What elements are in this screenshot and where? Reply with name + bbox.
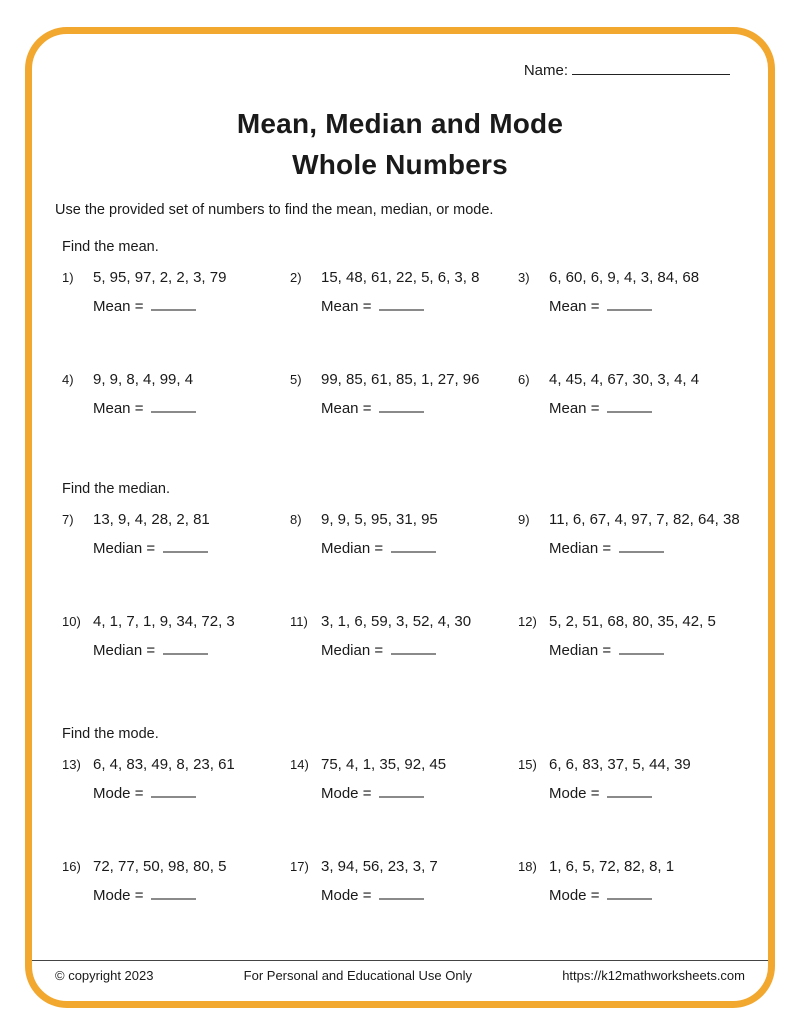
problem-number: 5) — [290, 372, 302, 387]
number-set: 6, 6, 83, 37, 5, 44, 39 — [549, 756, 691, 773]
answer-label: Median = — [93, 540, 156, 557]
answer-blank — [379, 885, 424, 900]
answer-label: Mean = — [321, 298, 372, 315]
answer-label: Mean = — [93, 298, 144, 315]
answer-blank — [619, 640, 664, 655]
answer-label: Mode = — [321, 887, 372, 904]
answer-blank — [391, 538, 436, 553]
answer-blank — [619, 538, 664, 553]
problem — [290, 756, 518, 802]
name-row — [55, 60, 745, 79]
number-set: 9, 9, 8, 4, 99, 4 — [93, 371, 194, 388]
number-set: 5, 95, 97, 2, 2, 3, 79 — [93, 269, 227, 286]
number-set: 9, 9, 5, 95, 31, 95 — [321, 511, 438, 528]
number-set: 5, 2, 51, 68, 80, 35, 42, 5 — [549, 613, 716, 630]
number-set: 6, 60, 6, 9, 4, 3, 84, 68 — [549, 269, 700, 286]
number-set: 72, 77, 50, 98, 80, 5 — [93, 858, 227, 875]
answer-label: Mean = — [549, 298, 600, 315]
problem-number: 10) — [62, 614, 81, 629]
number-set: 99, 85, 61, 85, 1, 27, 96 — [321, 371, 480, 388]
answer-label: Mode = — [93, 887, 144, 904]
answer-blank — [151, 885, 196, 900]
problem-number: 11) — [290, 614, 308, 629]
problem — [518, 371, 745, 417]
problem-number: 16) — [62, 859, 81, 874]
number-set: 6, 4, 83, 49, 8, 23, 61 — [93, 756, 235, 773]
name-blank — [572, 60, 730, 75]
number-set: 13, 9, 4, 28, 2, 81 — [93, 511, 210, 528]
answer-blank — [607, 783, 652, 798]
answer-label: Mean = — [321, 400, 372, 417]
problem-number: 9) — [518, 512, 530, 527]
footer-url: https://k12mathworksheets.com — [562, 968, 745, 983]
answer-label: Median = — [321, 642, 384, 659]
answer-blank — [607, 296, 652, 311]
answer-label: Mode = — [321, 785, 372, 802]
number-set: 1, 6, 5, 72, 82, 8, 1 — [549, 858, 675, 875]
number-set: 3, 94, 56, 23, 3, 7 — [321, 858, 438, 875]
problem-number: 15) — [518, 757, 537, 772]
section-heading-mode: Find the mode. — [62, 726, 159, 742]
problem-number: 7) — [62, 512, 74, 527]
name-label: Name: — [523, 62, 568, 79]
problem-row — [62, 511, 745, 557]
answer-blank — [607, 398, 652, 413]
footer-copyright: © copyright 2023 — [55, 968, 154, 983]
problem — [290, 613, 518, 659]
number-set: 4, 1, 7, 1, 9, 34, 72, 3 — [93, 613, 235, 630]
number-set: 75, 4, 1, 35, 92, 45 — [321, 756, 447, 773]
problem-row — [62, 613, 745, 659]
problem — [62, 371, 290, 417]
answer-blank — [151, 296, 196, 311]
footer-divider — [32, 960, 768, 961]
section-heading-median: Find the median. — [62, 481, 171, 497]
answer-label: Median = — [93, 642, 156, 659]
page-title — [55, 103, 745, 185]
number-set: 4, 45, 4, 67, 30, 3, 4, 4 — [549, 371, 700, 388]
problem — [62, 756, 290, 802]
problem-number: 2) — [290, 270, 302, 285]
answer-blank — [163, 640, 208, 655]
problem — [518, 613, 745, 659]
problem-number: 17) — [290, 859, 309, 874]
problem — [518, 756, 745, 802]
answer-label: Mode = — [549, 887, 600, 904]
number-set: 11, 6, 67, 4, 97, 7, 82, 64, 38 — [549, 511, 740, 528]
title-line-1: Mean, Median and Mode — [236, 108, 564, 139]
answer-label: Median = — [321, 540, 384, 557]
answer-blank — [151, 398, 196, 413]
answer-label: Mean = — [549, 400, 600, 417]
problem — [290, 371, 518, 417]
answer-blank — [379, 398, 424, 413]
problem — [290, 269, 518, 315]
problem-number: 4) — [62, 372, 74, 387]
problem-number: 8) — [290, 512, 302, 527]
problem-number: 3) — [518, 270, 530, 285]
problem-number: 13) — [62, 757, 81, 772]
problem — [518, 858, 745, 904]
problem — [518, 511, 745, 557]
problem-row — [62, 756, 745, 802]
problem — [62, 511, 290, 557]
answer-blank — [151, 783, 196, 798]
section-heading-mean: Find the mean. — [62, 239, 159, 255]
number-set: 3, 1, 6, 59, 3, 52, 4, 30 — [321, 613, 472, 630]
answer-blank — [607, 885, 652, 900]
answer-blank — [391, 640, 436, 655]
problem-number: 14) — [290, 757, 309, 772]
answer-blank — [379, 296, 424, 311]
number-set: 15, 48, 61, 22, 5, 6, 3, 8 — [321, 269, 480, 286]
answer-label: Mean = — [93, 400, 144, 417]
answer-label: Mode = — [549, 785, 600, 802]
problem-number: 1) — [62, 270, 74, 285]
answer-label: Median = — [549, 642, 612, 659]
problem — [62, 858, 290, 904]
answer-blank — [379, 783, 424, 798]
answer-label: Mode = — [93, 785, 144, 802]
problem-number: 12) — [518, 614, 537, 629]
problem — [62, 613, 290, 659]
problem — [518, 269, 745, 315]
problem — [62, 269, 290, 315]
title-line-2: Whole Numbers — [292, 149, 508, 180]
instruction-text: Use the provided set of numbers to find the mean, median, or mode. — [55, 202, 494, 218]
problem-number: 6) — [518, 372, 530, 387]
problem-number: 18) — [518, 859, 537, 874]
page-footer — [32, 960, 768, 983]
problem-row — [62, 858, 745, 904]
problem-row — [62, 371, 745, 417]
problem-row — [62, 269, 745, 315]
answer-label: Median = — [549, 540, 612, 557]
footer-usage-text: For Personal and Educational Use Only — [243, 968, 473, 983]
answer-blank — [163, 538, 208, 553]
problem — [290, 511, 518, 557]
problem — [290, 858, 518, 904]
